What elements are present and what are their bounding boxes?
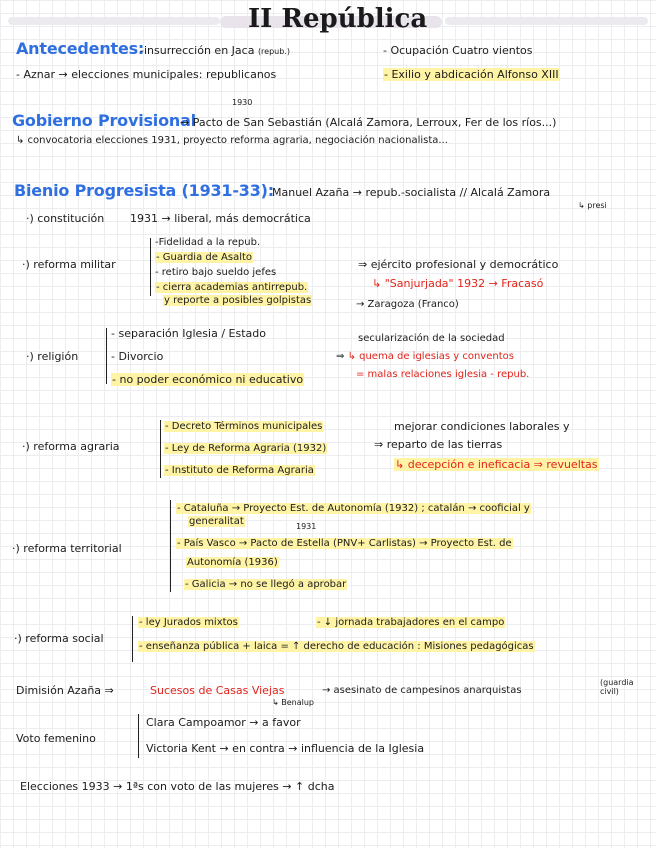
dimision-guardia: (guardia civil) bbox=[600, 678, 634, 696]
gobierno-sub: ↳ convocatoria elecciones 1931, proyecto reforma agraria, negociación nacionalista... bbox=[16, 135, 448, 146]
religion-result: secularización de la sociedad bbox=[358, 333, 505, 344]
religion-item-2: - Divorcio bbox=[111, 350, 164, 363]
territorial-label: ·) reforma territorial bbox=[12, 542, 122, 555]
antecedentes-item-1: -insurrección en Jaca (repub.) bbox=[140, 44, 290, 57]
militar-item-2: - Guardia de Asalto bbox=[156, 252, 253, 263]
title-underline-left bbox=[8, 17, 220, 25]
antecedentes-item-2: - Ocupación Cuatro vientos bbox=[383, 44, 533, 57]
page-title: II República bbox=[248, 4, 428, 34]
territorial-galicia: - Galicia → no se llegó a aprobar bbox=[185, 579, 347, 590]
religion-brace bbox=[106, 328, 107, 384]
title-underline-right bbox=[445, 17, 648, 25]
agraria-item-1: - Decreto Términos municipales bbox=[165, 421, 323, 432]
militar-item-3: - retiro bajo sueldo jefes bbox=[155, 267, 277, 278]
social-item-1b: - ↓ jornada trabajadores en el campo bbox=[317, 617, 505, 628]
territorial-pais-vasco: - País Vasco → Pacto de Estella (PNV+ Carlistas) → Proyecto Est. de bbox=[177, 538, 512, 549]
constitucion-text: 1931 → liberal, más democrática bbox=[130, 212, 311, 225]
militar-label: ·) reforma militar bbox=[22, 258, 116, 271]
territorial-autonomia: Autonomía (1936) bbox=[187, 557, 278, 568]
religion-item-1: - separación Iglesia / Estado bbox=[111, 327, 266, 340]
territorial-generalitat: generalitat bbox=[189, 516, 244, 527]
antecedentes-item-3: - Aznar → elecciones municipales: republicanos bbox=[16, 68, 277, 81]
religion-item-3: - no poder económico ni educativo bbox=[112, 373, 304, 386]
dimision-casas-viejas: Sucesos de Casas Viejas bbox=[150, 684, 285, 697]
militar-item-4: - cierra academias antirrepub. bbox=[156, 282, 308, 293]
voto-item-2: Victoria Kent → en contra → influencia de la Iglesia bbox=[146, 742, 425, 755]
gobierno-text: → Pacto de San Sebastián (Alcalá Zamora, Lerroux, Fer de los ríos...) bbox=[180, 116, 557, 129]
territorial-year-1931: 1931 bbox=[296, 522, 317, 531]
religion-relaciones: = malas relaciones iglesia - repub. bbox=[356, 369, 530, 380]
territorial-cataluna: - Cataluña → Proyecto Est. de Autonomía (1932) ; catalán → cooficial y bbox=[177, 503, 530, 514]
dimision-label: Dimisión Azaña ⇒ bbox=[16, 684, 114, 697]
social-brace bbox=[132, 616, 133, 662]
religion-quema: ⇒ ↳ quema de iglesias y conventos bbox=[336, 351, 514, 362]
bienio-presi: ↳ presi bbox=[578, 201, 607, 210]
militar-zaragoza: → Zaragoza (Franco) bbox=[356, 299, 459, 310]
voto-item-1: Clara Campoamor → a favor bbox=[146, 716, 301, 729]
social-item-1: - ley Jurados mixtos bbox=[139, 617, 238, 628]
agraria-item-2: - Ley de Reforma Agraria (1932) bbox=[165, 443, 327, 454]
antecedentes-heading: Antecedentes: bbox=[16, 39, 145, 58]
constitucion-label: ·) constitución bbox=[26, 212, 105, 225]
gobierno-heading: Gobierno Provisional bbox=[12, 111, 196, 130]
bienio-text: Manuel Azaña → repub.-socialista // Alcalá Zamora bbox=[272, 186, 551, 199]
gobierno-year: 1930 bbox=[232, 98, 253, 107]
agraria-result-2: ⇒ reparto de las tierras bbox=[374, 438, 503, 451]
agraria-item-3: - Instituto de Reforma Agraria bbox=[165, 465, 314, 476]
social-item-2: - enseñanza pública + laica = ↑ derecho de educación : Misiones pedagógicas bbox=[139, 641, 534, 652]
agraria-brace bbox=[160, 420, 161, 478]
religion-label: ·) religión bbox=[26, 350, 79, 363]
militar-brace bbox=[150, 238, 151, 296]
agraria-label: ·) reforma agraria bbox=[22, 440, 120, 453]
elecciones-1933: Elecciones 1933 → 1ªs con voto de las mujeres → ↑ dcha bbox=[20, 780, 335, 793]
bienio-heading: Bienio Progresista (1931-33): bbox=[14, 181, 274, 200]
militar-item-5: y reporte a posibles golpistas bbox=[164, 295, 312, 306]
dimision-text: → asesinato de campesinos anarquistas bbox=[322, 685, 522, 696]
agraria-decepcion: ↳ decepción e ineficacia ⇒ revueltas bbox=[395, 458, 598, 471]
antecedentes-item-4: - Exilio y abdicación Alfonso XIII bbox=[384, 68, 559, 81]
dimision-benalup: ↳ Benalup bbox=[272, 698, 314, 707]
voto-label: Voto femenino bbox=[16, 732, 96, 745]
militar-sanjurjada: ↳ "Sanjurjada" 1932 → Fracasó bbox=[372, 277, 544, 290]
agraria-result-1: mejorar condiciones laborales y bbox=[394, 420, 570, 433]
territorial-brace bbox=[170, 500, 171, 592]
militar-item-1: -Fidelidad a la repub. bbox=[155, 237, 261, 248]
militar-result: ⇒ ejército profesional y democrático bbox=[358, 258, 559, 271]
voto-brace bbox=[138, 714, 139, 758]
social-label: ·) reforma social bbox=[14, 632, 104, 645]
